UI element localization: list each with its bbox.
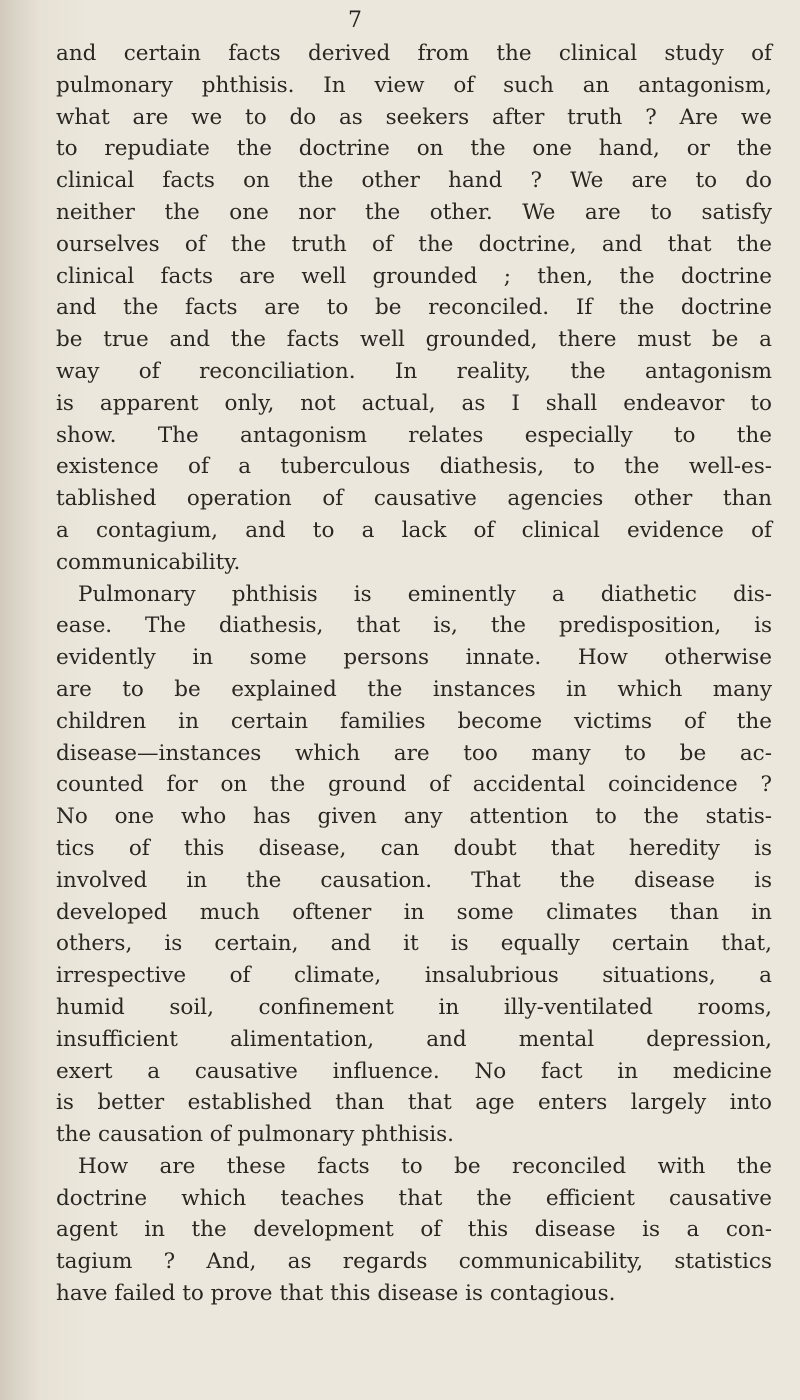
- text-line: clinical facts are well grounded ; then, the doctrine: [56, 263, 772, 289]
- text-line: neither the one nor the other. We are to satisfy: [56, 199, 772, 225]
- paragraph-end-line: the causation of pulmonary phthisis.: [56, 1122, 454, 1148]
- text-line: tics of this disease, can doubt that heredity is: [56, 835, 772, 861]
- paragraph-end-line: communicability.: [56, 549, 241, 575]
- text-line: is better established than that age enters largely into: [56, 1090, 772, 1116]
- text-line: tagium ? And, as regards communicability, statistics: [56, 1249, 772, 1275]
- text-line: what are we to do as seekers after truth ? Are we: [56, 104, 772, 130]
- text-line: developed much oftener in some climates than in: [56, 899, 772, 925]
- text-line: exert a causative influence. No fact in medicine: [56, 1058, 772, 1084]
- text-line: show. The antagonism relates especially to the: [56, 422, 772, 448]
- text-line: are to be explained the instances in which many: [56, 676, 772, 702]
- text-line: counted for on the ground of accidental coincidence ?: [56, 772, 772, 798]
- text-line: doctrine which teaches that the efficient causative: [56, 1185, 772, 1211]
- text-line: a contagium, and to a lack of clinical evidence of: [56, 517, 772, 543]
- text-line: humid soil, confinement in illy-ventilated rooms,: [56, 994, 772, 1020]
- page-number: 7: [348, 8, 362, 33]
- paragraph-start-line: Pulmonary phthisis is eminently a diathetic dis-: [78, 581, 772, 607]
- text-line: clinical facts on the other hand ? We are to do: [56, 168, 772, 194]
- paragraph-end-line: have failed to prove that this disease is contagious.: [56, 1281, 616, 1307]
- body-text: [56, 38, 772, 1310]
- paragraph-start-line: How are these facts to be reconciled with the: [78, 1153, 772, 1179]
- text-line: ourselves of the truth of the doctrine, and that the: [56, 231, 772, 257]
- text-line: agent in the development of this disease is a con-: [56, 1217, 772, 1243]
- text-line: to repudiate the doctrine on the one hand, or the: [56, 136, 772, 162]
- text-line: involved in the causation. That the disease is: [56, 867, 772, 893]
- text-line: ease. The diathesis, that is, the predisposition, is: [56, 613, 772, 639]
- text-line: tablished operation of causative agencies other than: [56, 486, 772, 512]
- text-line: No one who has given any attention to the statis-: [56, 804, 772, 830]
- text-line: existence of a tuberculous diathesis, to the well-es-: [56, 454, 772, 480]
- text-line: children in certain families become victims of the: [56, 708, 772, 734]
- text-line: disease—instances which are too many to be ac-: [56, 740, 772, 766]
- text-line: is apparent only, not actual, as I shall endeavor to: [56, 390, 772, 416]
- text-line: be true and the facts well grounded, there must be a: [56, 327, 772, 353]
- text-line: way of reconciliation. In reality, the antagonism: [56, 358, 772, 384]
- text-line: others, is certain, and it is equally certain that,: [56, 931, 772, 957]
- text-line: evidently in some persons innate. How otherwise: [56, 645, 772, 671]
- text-line: irrespective of climate, insalubrious situations, a: [56, 963, 772, 989]
- text-line: and certain facts derived from the clinical study of: [56, 41, 772, 66]
- text-line: insufficient alimentation, and mental depression,: [56, 1026, 772, 1052]
- text-line: pulmonary phthisis. In view of such an antagonism,: [56, 72, 772, 98]
- text-line: and the facts are to be reconciled. If the doctrine: [56, 295, 772, 321]
